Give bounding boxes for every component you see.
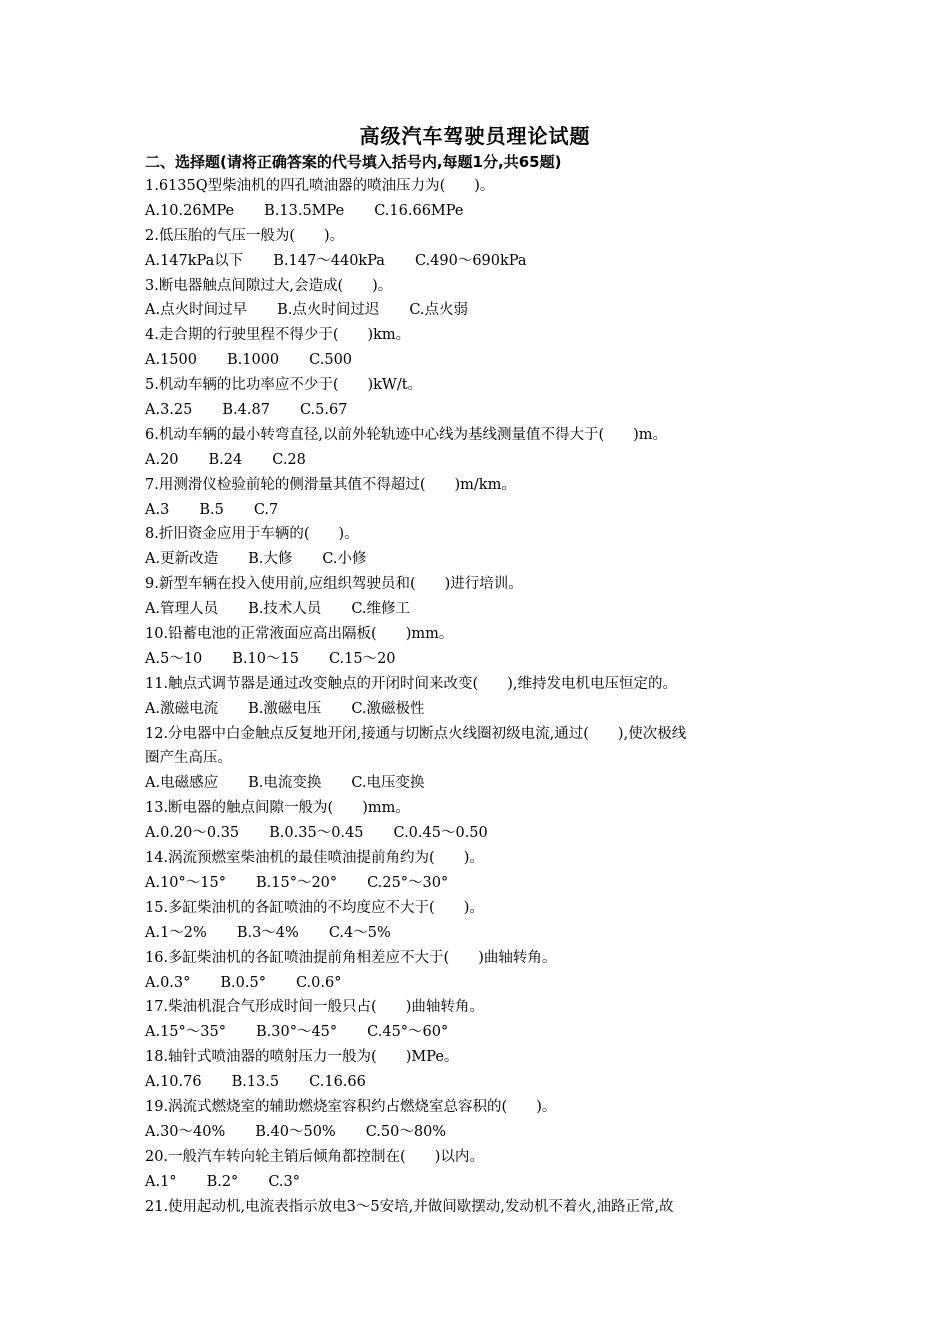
option-b: B.技术人员 bbox=[248, 601, 322, 618]
option-a: A.管理人员 bbox=[145, 601, 219, 618]
question-stem: 21.使用起动机,电流表指示放电3～5安培,并做间歇摆动,发动机不着火,油路正常,故 bbox=[145, 1198, 674, 1215]
question-options bbox=[145, 1070, 825, 1095]
question-list bbox=[145, 174, 825, 1219]
option-c: C.3° bbox=[268, 1173, 300, 1190]
question-stem: 11.触点式调节器是通过改变触点的开闭时间来改变( ),维持发电机电压恒定的。 bbox=[145, 675, 677, 692]
option-c: C.490～690kPa bbox=[414, 252, 527, 269]
question-stem: 5.机动车辆的比功率应不少于( )kW/t。 bbox=[145, 377, 423, 394]
option-c: C.4～5% bbox=[328, 924, 391, 941]
option-a: A.0.3° bbox=[145, 974, 191, 991]
option-c: C.点火弱 bbox=[409, 302, 469, 319]
option-c: C.维修工 bbox=[351, 601, 411, 618]
question-options bbox=[145, 298, 825, 323]
option-c: C.16.66MPe bbox=[374, 202, 464, 219]
question-options bbox=[145, 697, 825, 722]
option-a: A.0.20～0.35 bbox=[145, 825, 240, 842]
option-b: B.激磁电压 bbox=[248, 700, 322, 717]
option-a: A.电磁感应 bbox=[145, 775, 219, 792]
option-b: B.40～50% bbox=[255, 1123, 336, 1140]
question-options bbox=[145, 1170, 825, 1195]
question-stem: 1.6135Q型柴油机的四孔喷油器的喷油压力为( )。 bbox=[145, 178, 495, 194]
option-c: C.16.66 bbox=[309, 1074, 366, 1091]
option-a: A.1500 bbox=[145, 352, 197, 369]
option-c: C.激磁极性 bbox=[351, 700, 425, 717]
option-a: A.1° bbox=[145, 1173, 177, 1190]
question-options bbox=[145, 1020, 825, 1045]
question-options bbox=[145, 921, 825, 946]
option-b: B.10～15 bbox=[232, 650, 299, 667]
question-stem: 16.多缸柴油机的各缸喷油提前角相差应不大于( )曲轴转角。 bbox=[145, 949, 557, 966]
question-options bbox=[145, 398, 825, 423]
option-c: C.5.67 bbox=[299, 402, 348, 419]
question-stem: 12.分电器中白金触点反复地开闭,接通与切断点火线圈初级电流,通过( ),使次极线 bbox=[145, 725, 687, 742]
question-options bbox=[145, 647, 825, 672]
question-options bbox=[145, 597, 825, 622]
question-stem: 19.涡流式燃烧室的辅助燃烧室容积约占燃烧室总容积的( )。 bbox=[145, 1098, 557, 1115]
question-stem: 6.机动车辆的最小转弯直径,以前外轮轨迹中心线为基线测量值不得大于( )m。 bbox=[145, 426, 668, 443]
option-a: A.10°～15° bbox=[145, 874, 226, 891]
question-options bbox=[145, 821, 825, 846]
question-stem: 9.新型车辆在投入使用前,应组织驾驶员和( )进行培训。 bbox=[145, 576, 523, 593]
option-b: B.大修 bbox=[248, 551, 293, 568]
question-stem: 15.多缸柴油机的各缸喷油的不均度应不大于( )。 bbox=[145, 899, 484, 916]
question-options bbox=[145, 547, 825, 572]
option-c: C.45°～60° bbox=[367, 1024, 449, 1041]
question-options bbox=[145, 448, 825, 473]
option-b: B.1000 bbox=[226, 352, 280, 369]
question-options bbox=[145, 871, 825, 896]
question-stem: 18.轴针式喷油器的喷射压力一般为( )MPe。 bbox=[145, 1049, 459, 1066]
question-stem: 4.走合期的行驶里程不得少于( )km。 bbox=[145, 327, 411, 344]
question-stem: 3.断电器触点间隙过大,会造成( )。 bbox=[145, 277, 393, 294]
option-c: C.0.45～0.50 bbox=[393, 825, 488, 842]
option-c: C.28 bbox=[272, 451, 306, 468]
option-b: B.15°～20° bbox=[255, 874, 338, 891]
option-a: A.更新改造 bbox=[145, 551, 219, 568]
option-b: B.3～4% bbox=[236, 924, 299, 941]
option-a: A.15°～35° bbox=[145, 1024, 226, 1041]
option-a: A.3.25 bbox=[145, 402, 193, 419]
question-options bbox=[145, 348, 825, 373]
option-c: C.15～20 bbox=[328, 650, 396, 667]
option-a: A.点火时间过早 bbox=[145, 302, 248, 319]
option-b: B.2° bbox=[206, 1173, 239, 1190]
question-stem: 13.断电器的触点间隙一般为( )mm。 bbox=[145, 800, 410, 817]
option-c: C.500 bbox=[309, 352, 353, 369]
option-a: A.147kPa以下 bbox=[145, 252, 244, 269]
question-options bbox=[145, 249, 825, 274]
option-a: A.1～2% bbox=[145, 924, 207, 941]
option-b: B.4.87 bbox=[222, 402, 270, 419]
question-stem: 10.铅蓄电池的正常液面应高出隔板( )mm。 bbox=[145, 626, 454, 643]
option-b: B.点火时间过迟 bbox=[277, 302, 380, 319]
question-options bbox=[145, 971, 825, 996]
option-b: B.5 bbox=[199, 501, 224, 518]
option-b: B.30°～45° bbox=[255, 1024, 338, 1041]
option-b: B.电流变换 bbox=[248, 775, 322, 792]
option-c: C.25°～30° bbox=[367, 874, 449, 891]
option-c: C.电压变换 bbox=[351, 775, 425, 792]
option-a: A.3 bbox=[145, 501, 170, 518]
question-stem: 14.涡流预燃室柴油机的最佳喷油提前角约为( )。 bbox=[145, 850, 484, 867]
question-stem: 20.一般汽车转向轮主销后倾角都控制在( )以内。 bbox=[145, 1148, 484, 1165]
option-a: A.激磁电流 bbox=[145, 700, 219, 717]
question-options bbox=[145, 498, 825, 523]
option-b: B.0.5° bbox=[220, 974, 266, 991]
option-c: C.7 bbox=[253, 501, 279, 518]
option-b: B.24 bbox=[208, 451, 243, 468]
question-stem: 2.低压胎的气压一般为( )。 bbox=[145, 227, 345, 244]
option-a: A.10.26MPe bbox=[145, 202, 235, 219]
option-b: B.147～440kPa bbox=[273, 252, 385, 269]
option-c: C.0.6° bbox=[295, 974, 342, 991]
option-a: A.5～10 bbox=[145, 650, 203, 667]
option-a: A.10.76 bbox=[145, 1074, 202, 1091]
option-b: B.0.35～0.45 bbox=[269, 825, 364, 842]
question-stem: 8.折旧资金应用于车辆的( )。 bbox=[145, 526, 359, 543]
question-options bbox=[145, 771, 825, 796]
option-a: A.20 bbox=[145, 451, 179, 468]
question-stem-continued: 圈产生高压。 bbox=[145, 750, 232, 767]
option-b: B.13.5MPe bbox=[264, 202, 345, 219]
question-options bbox=[145, 1120, 825, 1145]
question-stem: 17.柴油机混合气形成时间一般只占( )曲轴转角。 bbox=[145, 999, 484, 1016]
question-stem: 7.用测滑仪检验前轮的侧滑量其值不得超过( )m/km。 bbox=[145, 476, 516, 493]
question-options bbox=[145, 199, 825, 224]
section-heading: 二、选择题(请将正确答案的代号填入括号内,每题1分,共65题) bbox=[145, 153, 562, 171]
option-a: A.30～40% bbox=[145, 1123, 226, 1140]
page-title: 高级汽车驾驶员理论试题 bbox=[359, 124, 591, 148]
option-b: B.13.5 bbox=[231, 1074, 280, 1091]
option-c: C.小修 bbox=[322, 551, 367, 568]
option-c: C.50～80% bbox=[365, 1123, 447, 1140]
